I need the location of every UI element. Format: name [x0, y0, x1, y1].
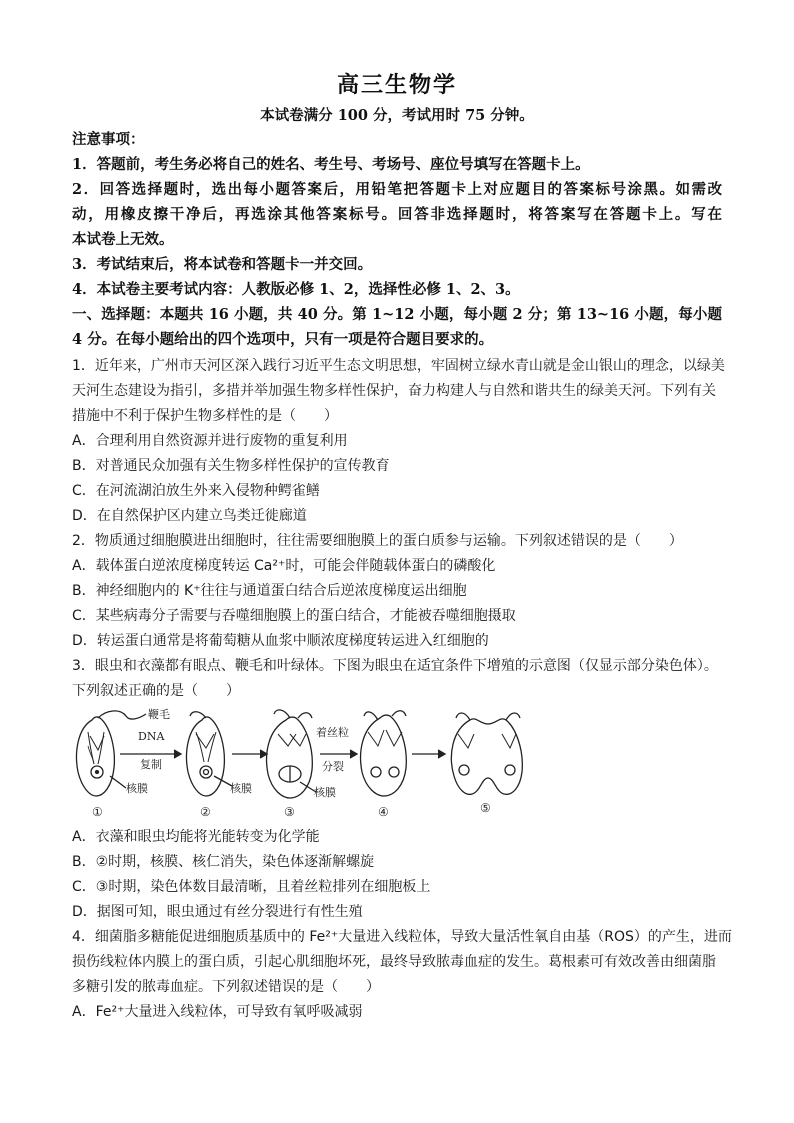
- centromere-label: 着丝粒: [316, 726, 349, 739]
- option-a: A．合理利用自然资源并进行废物的重复利用: [72, 433, 348, 449]
- question-stem: 措施中不利于保护生物多样性的是（ ）: [72, 408, 338, 424]
- question-stem: 4．细菌脂多糖能促进细胞质基质中的 Fe²⁺大量进入线粒体，导致大量活性氧自由基（ROS）的产生，进而: [72, 929, 732, 945]
- notice-item: 本试卷上无效。: [72, 231, 174, 248]
- option-d: D．在自然保护区内建立鸟类迁徙廊道: [72, 508, 307, 524]
- question-stem: 3．眼虫和衣藻都有眼点、鞭毛和叶绿体。下图为眼虫在适宜条件下增殖的示意图（仅显示部分染色体）。: [72, 658, 718, 674]
- page-title: 高三生物学: [336, 72, 457, 98]
- stage-number: ③: [284, 805, 295, 819]
- cell-stage-5: [451, 713, 522, 794]
- stage-number: ①: [92, 805, 103, 819]
- option-b: B．对普通民众加强有关生物多样性保护的宣传教育: [72, 458, 390, 474]
- flagellum-label: 鞭毛: [148, 708, 170, 721]
- euglena-division-figure: [60, 706, 530, 822]
- notice-item: 3．考试结束后，将本试卷和答题卡一并交回。: [72, 256, 373, 273]
- option-b: B．神经细胞内的 K⁺往往与通道蛋白结合后逆浓度梯度运出细胞: [72, 583, 467, 599]
- dna-label: DNA: [138, 730, 165, 743]
- stage-number: ④: [378, 805, 389, 819]
- question-stem: 多糖引发的脓毒血症。下列叙述错误的是（ ）: [72, 979, 380, 995]
- option-a: A．Fe²⁺大量进入线粒体，可导致有氧呼吸减弱: [72, 1004, 363, 1020]
- stage-number: ⑤: [480, 801, 491, 815]
- cell-stage-4: [361, 711, 407, 796]
- notice-item: 2．回答选择题时，选出每小题答案后，用铅笔把答题卡上对应题目的答案标号涂黑。如需改: [72, 181, 722, 198]
- question-stem: 损伤线粒体内膜上的蛋白质，引起心肌细胞坏死，最终导致脓毒血症的发生。葛根素可有效改善由细菌脂: [72, 954, 716, 970]
- notice-item: 4．本试卷主要考试内容：人教版必修 1、2，选择性必修 1、2、3。: [72, 281, 520, 298]
- question-stem: 天河生态建设为指引，多措并举加强生物多样性保护，奋力构建人与自然和谐共生的绿美天河。下列有关: [72, 383, 716, 399]
- option-a: A．载体蛋白逆浓度梯度转运 Ca²⁺时，可能会伴随载体蛋白的磷酸化: [72, 558, 496, 574]
- option-c: C．③时期，染色体数目最清晰，且着丝粒排列在细胞板上: [72, 879, 431, 895]
- question-stem: 2．物质通过细胞膜进出细胞时，往往需要细胞膜上的蛋白质参与运输。下列叙述错误的是（ ）: [72, 533, 683, 549]
- cell-stage-2: [187, 712, 225, 796]
- notice-item: 动，用橡皮擦干净后，再选涂其他答案标号。回答非选择题时，将答案写在答题卡上。写在: [72, 206, 722, 223]
- split-label: 分裂: [322, 760, 344, 773]
- option-c: C．某些病毒分子需要与吞噬细胞膜上的蛋白结合，才能被吞噬细胞摄取: [72, 608, 516, 624]
- option-c: C．在河流湖泊放生外来入侵物种鳄雀鳝: [72, 483, 320, 499]
- section-instruction: 4 分。在每小题给出的四个选项中，只有一项是符合题目要求的。: [72, 331, 494, 348]
- membrane-label-2: 核膜: [230, 782, 252, 795]
- replicate-label: 复制: [140, 758, 162, 771]
- section-instruction: 一、选择题：本题共 16 小题，共 40 分。第 1~12 小题，每小题 2 分；第 13~16 小题，每小题: [72, 306, 722, 323]
- exam-info: 本试卷满分 100 分，考试用时 75 分钟。: [260, 107, 534, 124]
- notice-heading: 注意事项：: [72, 131, 145, 148]
- stage-number: ②: [200, 805, 211, 819]
- membrane-label-1: 核膜: [126, 782, 148, 795]
- membrane-label-3: 核膜: [314, 786, 336, 799]
- option-d: D．转运蛋白通常是将葡萄糖从血浆中顺浓度梯度转运进入红细胞的: [72, 633, 489, 649]
- notice-item: 1．答题前，考生务必将自己的姓名、考生号、考场号、座位号填写在答题卡上。: [72, 156, 590, 173]
- option-b: B．②时期，核膜、核仁消失，染色体逐渐解螺旋: [72, 854, 375, 870]
- question-stem: 1．近年来，广州市天河区深入践行习近平生态文明思想，牢固树立绿水青山就是金山银山的理念，以绿美: [72, 358, 725, 374]
- option-a: A．衣藻和眼虫均能将光能转变为化学能: [72, 829, 320, 845]
- question-stem: 下列叙述正确的是（ ）: [72, 683, 240, 699]
- option-d: D．据图可知，眼虫通过有丝分裂进行有性生殖: [72, 904, 363, 920]
